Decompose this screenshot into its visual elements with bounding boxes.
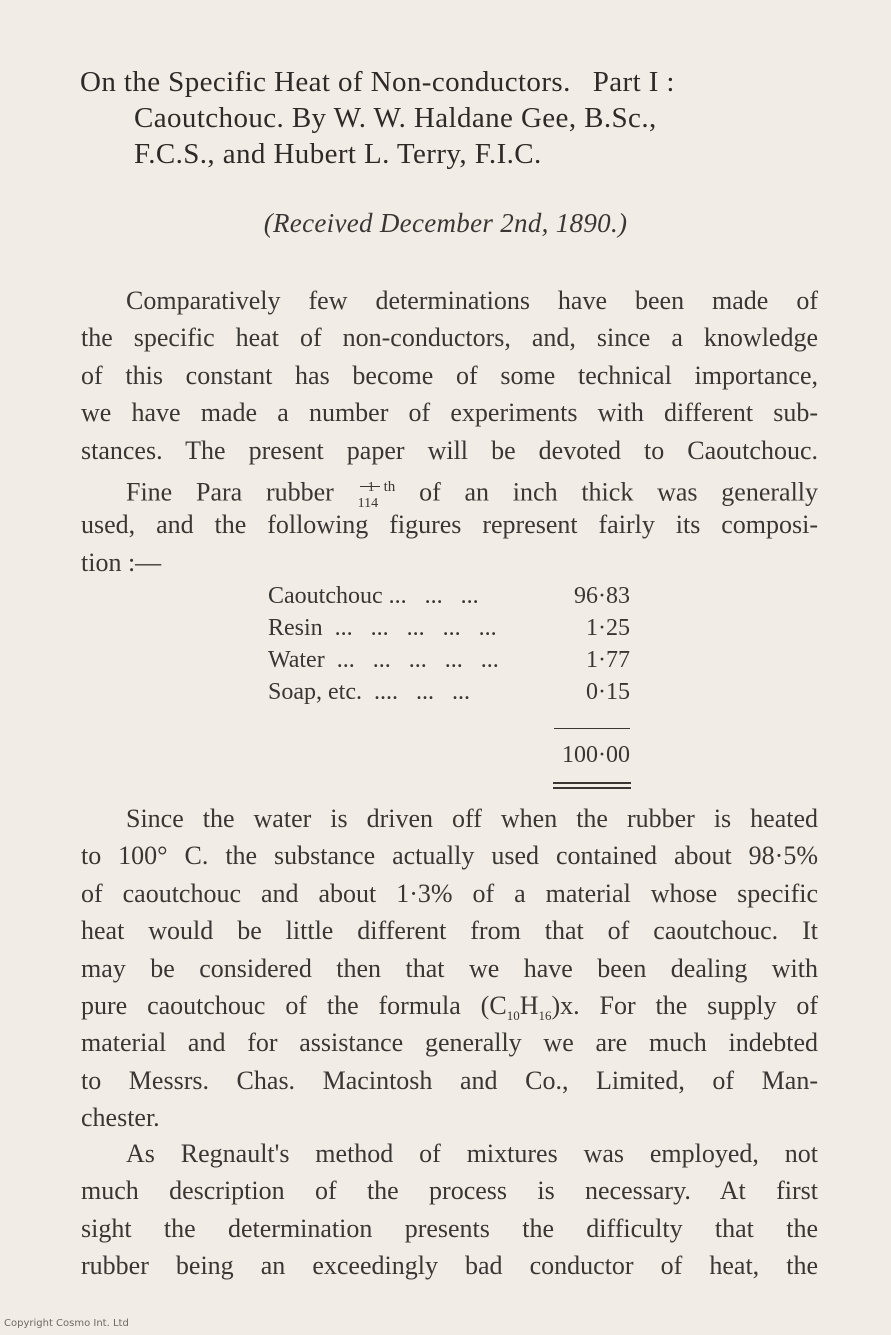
double-rule-top [553,782,631,784]
title-line-2: Caoutchouc. By W. W. Haldane Gee, B.Sc., [134,102,657,134]
component-value: 1·77 [586,647,630,673]
table-row [268,580,638,612]
component-value: 96·83 [574,583,630,609]
text-line [81,469,819,511]
text-fragment: of an inch thick was generally [419,477,819,507]
table-row [268,612,638,644]
title-line-3: F.C.S., and Hubert L. Terry, F.I.C. [134,138,542,170]
text-line: we have made a number of experiments with different sub- [81,398,818,428]
text-fragment: pure caoutchouc of the formula (C [81,990,507,1020]
text-line: As Regnault's method of mixtures was employed, not [126,1139,818,1168]
text-line: to Messrs. Chas. Macintosh and Co., Limited, of Man- [81,1065,818,1095]
paragraph-2 [81,469,818,581]
text-line: Since the water is driven off when the rubber is heated [126,804,818,833]
text-line: the specific heat of non-conductors, and, since a knowledge [81,323,818,353]
paragraph-1 [81,282,818,469]
subscript: 16 [538,1008,552,1024]
text-line: tion :— [81,547,162,577]
superscript: th [383,479,396,495]
component-value: 0·15 [586,679,630,705]
received-date: (Received December 2nd, 1890.) [263,208,628,238]
fraction-denominator: 114 [357,496,379,511]
text-line: much description of the process is necessary. At first [81,1176,818,1206]
sum-rule [554,728,630,729]
title-text: On the Specific Heat of Non-conductors. [80,66,571,98]
composition-total: 100·00 [562,742,630,768]
text-line: heat would be little different from that of caoutchouc. It [81,916,818,946]
component-name: Caoutchouc ... ... ... [268,583,479,609]
component-name: Soap, etc. .... ... ... [268,679,470,705]
text-line: of this constant has become of some technical importance, [81,360,818,390]
text-line: may be considered then that we have been dealing with [81,953,818,983]
text-line: used, and the following figures represent fairly its composi- [81,510,818,540]
title-part: Part I : [592,66,675,98]
text-fragment: Fine Para rubber [126,477,334,507]
composition-table [268,580,638,708]
text-line: rubber being an exceedingly bad conductor of heat, the [81,1251,818,1281]
text-line: of caoutchouc and about 1·3% of a material whose specific [81,878,818,908]
text-line: material and for assistance generally we are much indebted [81,1028,818,1058]
text-line: stances. The present paper will be devoted to Caoutchouc. [81,435,818,465]
table-row [268,676,638,708]
double-rule-bottom [553,787,631,789]
text-line: to 100° C. the substance actually used contained about 98·5% [81,841,818,871]
title-line-1 [80,64,840,100]
text-line: sight the determination presents the difficulty that the [81,1213,818,1243]
fraction [357,469,384,511]
article-title [80,64,840,172]
component-name: Water ... ... ... ... ... [268,647,499,673]
fraction-numerator: 1 [367,480,375,495]
paragraph-4 [81,1135,818,1285]
copyright-notice: Copyright Cosmo Int. Ltd [4,1318,129,1329]
component-name: Resin ... ... ... ... ... [268,615,497,641]
paragraph-3 [81,800,818,1137]
text-fragment: H [519,990,539,1020]
text-line: Comparatively few determinations have been made of [126,286,818,315]
text-line: chester. [81,1103,160,1133]
component-value: 1·25 [586,615,630,641]
formula-line [81,987,818,1024]
text-fragment: )x. For the supply of [551,990,819,1020]
subscript: 10 [506,1008,520,1024]
table-row [268,644,638,676]
